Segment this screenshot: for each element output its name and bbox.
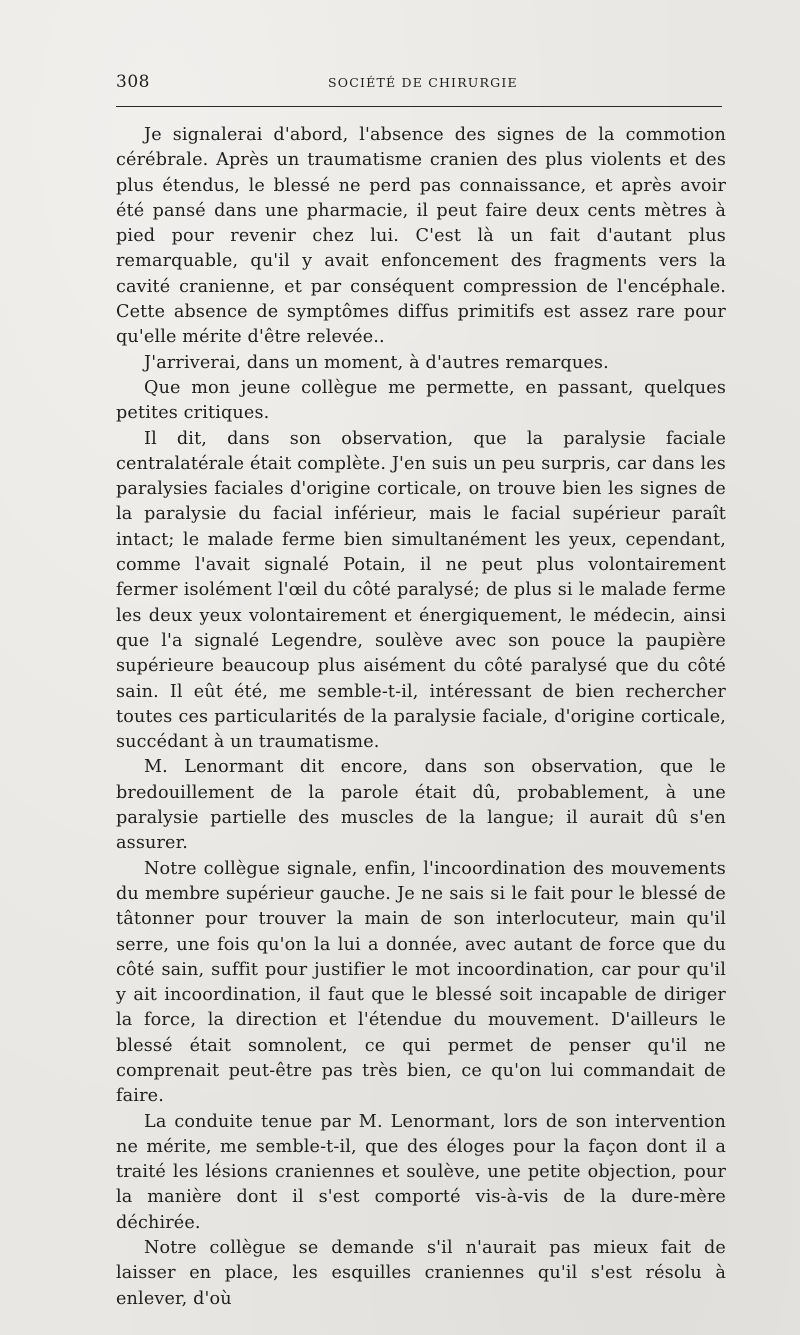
paragraph: Que mon jeune collègue me permette, en passant, quelques petites critiques. bbox=[116, 377, 726, 424]
paragraph: La conduite tenue par M. Lenormant, lors de son intervention ne mérite, me semble-t-il, que des éloges pour la façon dont il a traité les lésions craniennes et soulève, une petite objection, pour la manière dont il s'est comporté vis-à-vis de la dure-mère déchirée. bbox=[116, 1111, 726, 1233]
paragraph: Je signalerai d'abord, l'absence des signes de la commotion cérébrale. Après un traumatisme cranien des plus violents et des plus étendus, le blessé ne perd pas connaissance, et après avoir été pansé dans une pharmacie, il peut faire deux cents mètres à pied pour revenir chez lui. C'est là un fait d'autant plus remarquable, qu'il y avait enfoncement des fragments vers la cavité cranienne, et par conséquent compression de l'encéphale. Cette absence de symptômes diffus primitifs est assez rare pour qu'elle mérite d'être relevée.. bbox=[116, 125, 726, 348]
running-header bbox=[116, 60, 726, 100]
paragraph: Notre collègue signale, enfin, l'incoordination des mouvements du membre supérieur gauche. Je ne sais si le fait pour le blessé de tâtonner pour trouver la main de son interlocuteur, main qu'il serre, une fois qu'on la lui a donnée, avec autant de force que du côté sain, suffit pour justifier le mot incoordination, car pour qu'il y ait incoordination, il faut que le blessé soit incapable de diriger la force, la direction et l'étendue du mouvement. D'ailleurs le blessé était somnolent, ce qui permet de penser qu'il ne comprenait peut-être pas très bien, ce qu'on lui commandait de faire. bbox=[116, 858, 726, 1107]
body-text bbox=[116, 123, 726, 1312]
header-rule bbox=[116, 106, 722, 107]
paragraph: J'arriverai, dans un moment, à d'autres remarques. bbox=[144, 352, 609, 373]
paragraph: Notre collègue se demande s'il n'aurait pas mieux fait de laisser en place, les esquilles craniennes qu'il s'est résolu à enlever, d'où bbox=[116, 1238, 726, 1309]
paragraph: M. Lenormant dit encore, dans son observation, que le bredouillement de la parole était dû, probablement, à une paralysie partielle des muscles de la langue; il aurait dû s'en assurer. bbox=[116, 757, 726, 854]
paragraph: Il dit, dans son observation, que la paralysie faciale centralatérale était complète. J'en suis un peu surpris, car dans les paralysies faciales d'origine corticale, on trouve bien les signes de la paralysie du facial inférieur, mais le facial supérieur paraît intact; le malade ferme bien simultanément les yeux, cependant, comme l'avait signalé Potain, il ne peut plus volontairement fermer isolément l'œil du côté paralysé; de plus si le malade ferme les deux yeux volontairement et énergiquement, le médecin, ainsi que l'a signalé Legendre, soulève avec son pouce la paupière supérieure beaucoup plus aisément du côté paralysé que du côté sain. Il eût été, me semble-t-il, intéressant de bien rechercher toutes ces particularités de la paralysie faciale, d'origine corticale, succédant à un traumatisme. bbox=[116, 428, 726, 753]
page-number: 308 bbox=[116, 72, 150, 92]
document-page bbox=[116, 60, 726, 1312]
running-title: SOCIÉTÉ DE CHIRURGIE bbox=[328, 75, 518, 90]
